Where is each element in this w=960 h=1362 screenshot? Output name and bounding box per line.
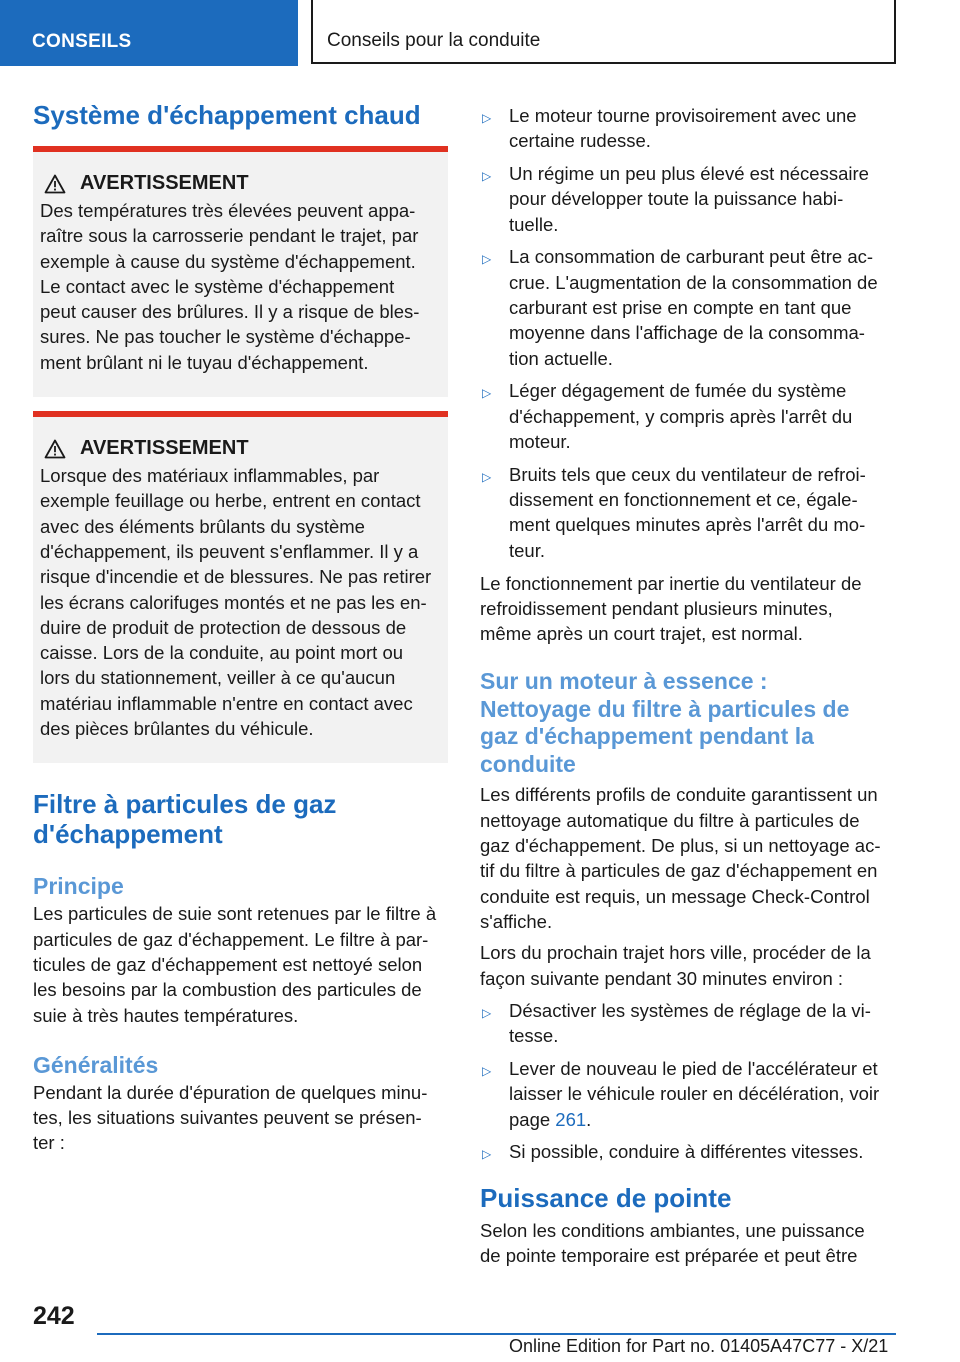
list-item: ▷ Le moteur tourne provisoirement avec une certaine rudesse. [482, 105, 857, 152]
section-title-hot-exhaust: Système d'échappement chaud [33, 100, 421, 130]
subsection-title-generalites: Généralités [33, 1051, 159, 1078]
subsection-title-principe: Principe [33, 873, 124, 900]
list-item: ▷ Lever de nouveau le pied de l'accélérateur et laisser le véhicule rouler en décélération, voir page 261. [482, 1057, 880, 1130]
principe-paragraph: Les particules de suie sont retenues par le filtre à particules de gaz d'échappement. Le filtre à par- ticules de gaz d'échappement est nettoyé selon les besoins par la combustion des particules de suie à très hautes températures. [33, 903, 437, 1026]
warning-text-2: Lorsque des matériaux inflammables, par exemple feuillage ou herbe, entrent en contact avec des éléments brûlants du système d'échappement, ils peuvent s'enflammer. Il y a risque d'incendie et de blessures. Ne pas retirer les écrans calorifuges montés et ne pas les en- duire de produit de protection de dessous de caisse. Lors de la conduite, au point mort ou lors du stationnement, veiller à ce qu'aucun matériau inflammable n'entre en contact avec des pièces brûlantes du véhicule. [40, 465, 432, 740]
warning-heading: AVERTISSEMENT [40, 172, 440, 195]
fan-paragraph: Le fonctionnement par inertie du ventilateur de refroidissement pendant plusieurs minutes, même après un court trajet, est normal. [480, 572, 862, 645]
chapter-tab-label: CONSEILS [32, 31, 132, 52]
warning-box-2 [33, 411, 448, 763]
generalites-paragraph: Pendant la durée d'épuration de quelques minu- tes, les situations suivantes peuvent se présen- ter : [33, 1081, 428, 1154]
warning-heading: AVERTISSEMENT [40, 437, 440, 460]
breadcrumb-label: Conseils pour la conduite [327, 30, 541, 51]
chapter-tab[interactable] [0, 0, 298, 66]
subsection-title-essence: Sur un moteur à essence : Nettoyage du filtre à particules de gaz d'échappement pendant la conduite [480, 668, 850, 777]
bullet-list-situations [480, 103, 896, 563]
warning-text-1: Des températures très élevées peuvent appa- raître sous la carrosserie pendant le trajet, par exemple à cause du système d'échappement. Le contact avec le système d'échappement peut causer des brûlures. Il y a risque de bles- sures. Ne pas toucher le système d'échappe- ment brûlant ni le tuyau d'échappement. [40, 200, 420, 373]
triangle-right-icon: ▷ [482, 252, 492, 267]
warning-triangle-icon [44, 174, 66, 194]
footer-divider [97, 1333, 896, 1335]
section-title-peak-power: Puissance de pointe [480, 1182, 732, 1213]
list-item: ▷ Léger dégagement de fumée du système d'échappement, y compris après l'arrêt du moteur. [482, 380, 853, 453]
warning-triangle-icon [44, 439, 66, 459]
left-column [33, 100, 448, 1156]
peak-power-paragraph: Selon les conditions ambiantes, une puissance de pointe temporaire est préparée et peut être [480, 1219, 865, 1266]
triangle-right-icon: ▷ [482, 1063, 492, 1078]
section-title-particulate-filter: Filtre à particules de gaz d'échappement [33, 789, 337, 850]
list-item: ▷ La consommation de carburant peut être ac- crue. L'augmentation de la consommation de carburant est prise en compte en tant que moyenne dans l'affichage de la consomma- tion actuelle. [482, 246, 878, 369]
breadcrumb [311, 0, 896, 64]
edition-note: Online Edition for Part no. 01405A47C77 - X/21 [509, 1336, 889, 1356]
profiles-paragraph: Les différents profils de conduite garantissent un nettoyage automatique du filtre à particules de gaz d'échappement. De plus, si un nettoyage ac- tif du filtre à particules de gaz d'échappement en conduite est requis, un message Check-Control s'affiche. [480, 784, 881, 932]
triangle-right-icon: ▷ [482, 111, 492, 125]
list-item: ▷ Bruits tels que ceux du ventilateur de refroi- dissement en fonctionnement et ce, égale- ment quelques minutes après l'arrêt du mo- teur. [482, 463, 866, 561]
triangle-right-icon: ▷ [482, 1005, 492, 1020]
triangle-right-icon: ▷ [482, 1147, 492, 1162]
warning-box-1 [33, 146, 448, 397]
bullet-list-steps [480, 998, 896, 1165]
triangle-right-icon: ▷ [482, 469, 492, 484]
triangle-right-icon: ▷ [482, 386, 492, 401]
page-number: 242 [33, 1302, 75, 1330]
next-trip-paragraph: Lors du prochain trajet hors ville, procéder de la façon suivante pendant 30 minutes environ : [480, 942, 871, 989]
page-link-261[interactable]: 261 [555, 1108, 587, 1130]
list-item: ▷ Désactiver les systèmes de réglage de la vi- tesse. [482, 999, 871, 1047]
list-item: ▷ Un régime un peu plus élevé est nécessaire pour développer toute la puissance habi- tuelle. [482, 163, 869, 235]
page-header [0, 0, 960, 66]
list-item: ▷ Si possible, conduire à différentes vitesses. [480, 1139, 896, 1164]
triangle-right-icon: ▷ [482, 169, 492, 184]
right-column [480, 103, 896, 1268]
